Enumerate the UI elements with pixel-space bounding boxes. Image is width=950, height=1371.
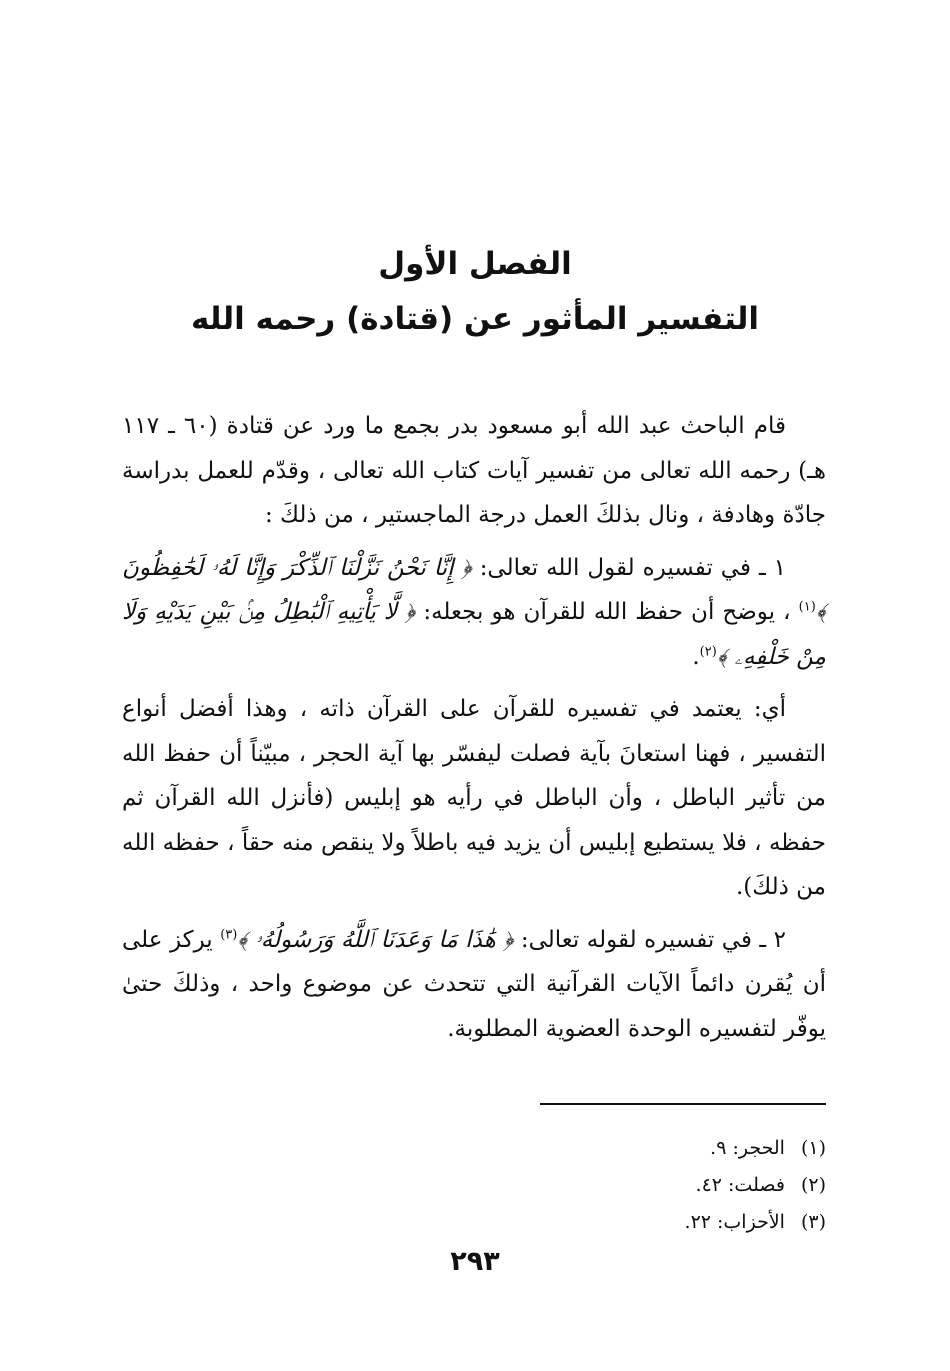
item-2-rest: يركز على أن يُقرن دائماً الآيات القرآنية التي تتحدث عن موضوع واحد ، وذلكَ حتىٰ يوفّر لتفسيره الوحدة العضوية المطلوبة. xyxy=(122,926,826,1042)
footnote-ref-1: (١) xyxy=(798,599,816,615)
footnote-item xyxy=(560,1130,826,1167)
item-1-paragraph xyxy=(122,546,826,680)
quran-verse-fussilat: ﴿ لَّا يَأْتِيهِ ٱلْبَٰطِلُ مِنۢ بَيْنِ يَدَيْهِ وَلَا مِنْ خَلْفِهِۦ ﴾ xyxy=(122,599,826,670)
footnote-separator xyxy=(540,1103,826,1105)
footnote-ref-3: (٣) xyxy=(220,926,238,942)
footnote-number: (٢) xyxy=(800,1174,826,1196)
quran-verse-ahzab: ﴿ هَٰذَا مَا وَعَدَنَا ٱللَّهُ وَرَسُولُهُۥ ﴾ xyxy=(237,926,514,953)
item-2-lead: ٢ ـ في تفسيره لقوله تعالى: xyxy=(520,926,786,953)
item-1-end: . xyxy=(692,643,700,670)
chapter-heading xyxy=(0,238,950,348)
footnotes xyxy=(560,1130,826,1241)
chapter-subtitle: التفسير المأثور عن (قتادة) رحمه الله xyxy=(191,301,759,337)
body-text xyxy=(122,404,826,1051)
footnote-text: الأحزاب: ٢٢. xyxy=(684,1211,785,1233)
footnote-text: فصلت: ٤٢. xyxy=(695,1174,785,1196)
footnote-number: (٣) xyxy=(800,1211,826,1233)
footnote-ref-2: (٢) xyxy=(699,643,717,659)
item-1-lead: ١ ـ في تفسيره لقول الله تعالى: xyxy=(479,554,787,581)
quran-verse-hijr: ﴿ إِنَّا نَحْنُ نَزَّلْنَا ٱلذِّكْرَ وَإِنَّا لَهُۥ لَحَٰفِظُونَ ﴾ xyxy=(122,554,827,625)
footnote-item xyxy=(560,1204,826,1241)
footnote-text: الحجر: ٩. xyxy=(710,1137,785,1159)
footnote-item xyxy=(560,1167,826,1204)
item-2-paragraph xyxy=(122,918,826,1052)
explanation-paragraph: أي: يعتمد في تفسيره للقرآن على القرآن ذاته ، وهذا أفضل أنواع التفسير ، فهنا استعانَ بآية فصلت ليفسّر بها آية الحجر ، مبيّناً أن حفظ الله من تأثير الباطل ، وأن الباطل في رأيه هو إبليس (فأنزل الله القرآن ثم حفظه ، فلا يستطيع إبليس أن يزيد فيه باطلاً ولا ينقص منه حقاً ، حفظه الله من ذلكَ). xyxy=(122,696,826,900)
footnote-number: (١) xyxy=(800,1137,826,1159)
intro-paragraph: قام الباحث عبد الله أبو مسعود بدر بجمع ما ورد عن قتادة (٦٠ ـ ١١٧ هـ) رحمه الله تعالى من تفسير آيات كتاب الله تعالى ، وقدّم للعمل بدراسة جادّة وهادفة ، ونال بذلكَ العمل درجة الماجستير ، من ذلكَ : xyxy=(122,413,826,528)
item-1-middle: ، يوضح أن حفظ الله للقرآن هو بجعله: xyxy=(423,599,791,625)
page-number: ٢٩٣ xyxy=(450,1246,500,1277)
chapter-title: الفصل الأول xyxy=(378,246,572,282)
